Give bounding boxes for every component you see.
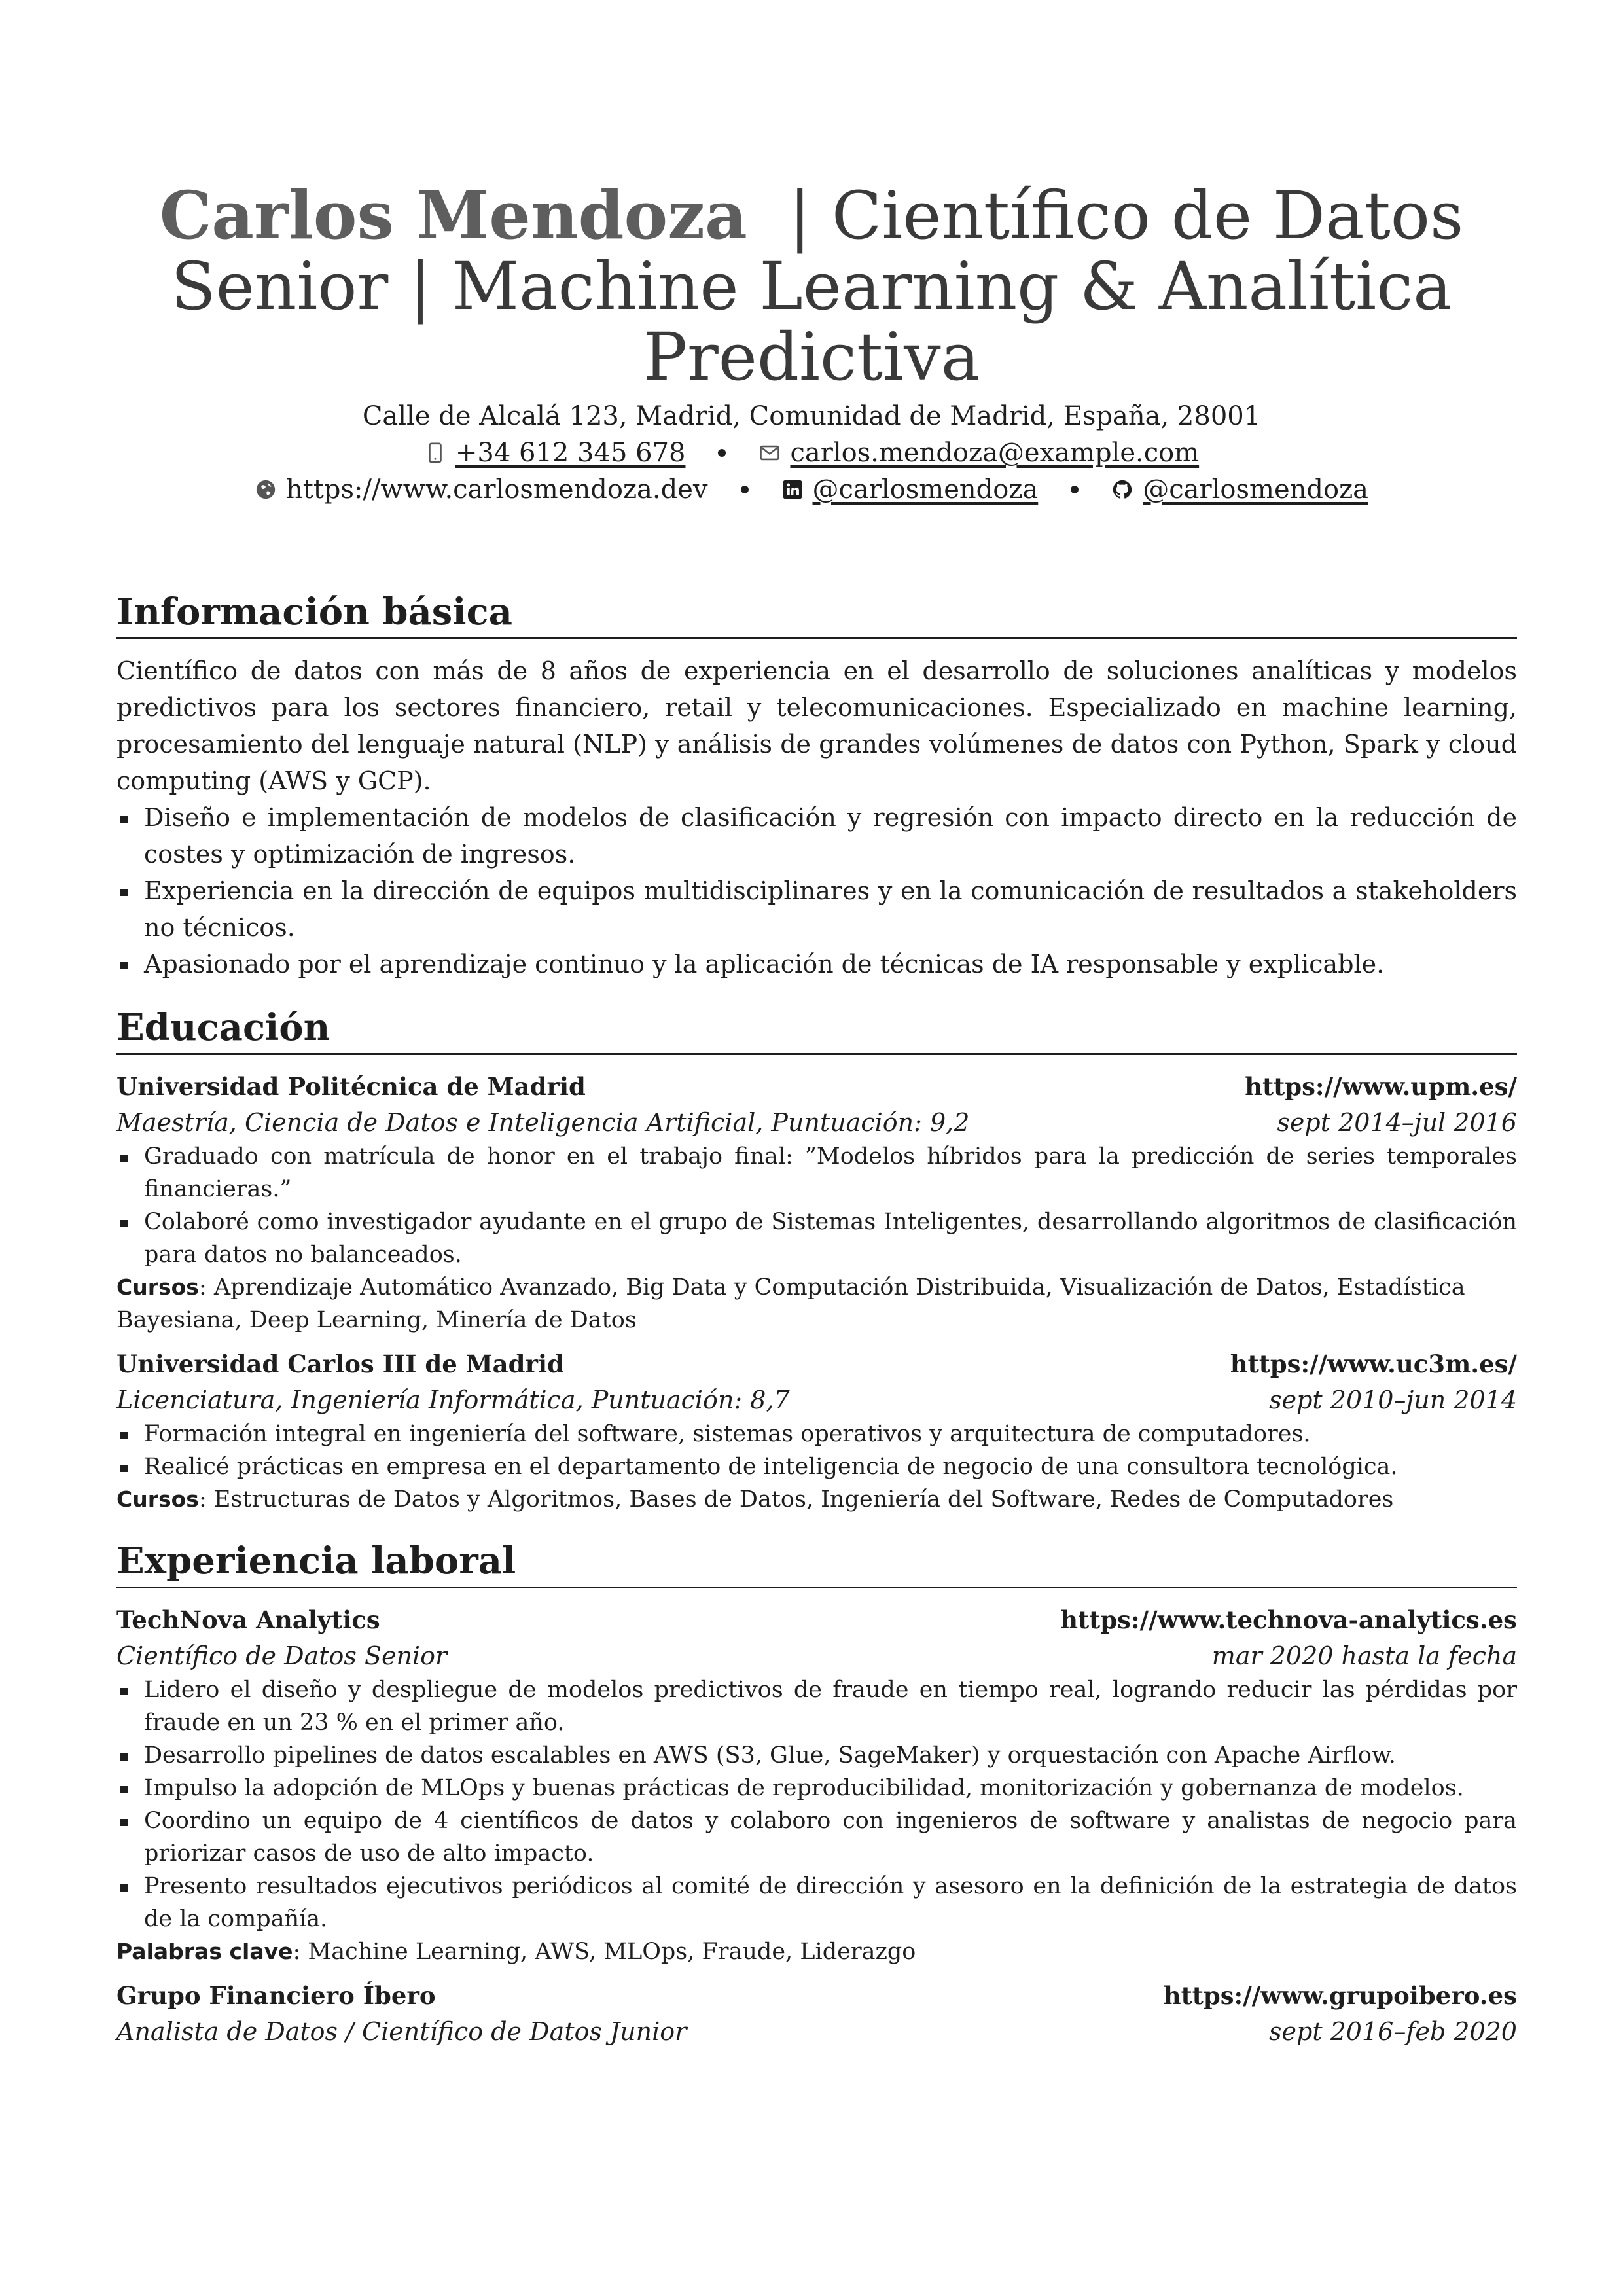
experience-bullets: [116, 1674, 1517, 1935]
institution-name: Universidad Politécnica de Madrid: [116, 1072, 586, 1101]
date-range: mar 2020 hasta la fecha: [1211, 1641, 1517, 1670]
list-item: Apasionado por el aprendizaje continuo y la aplicación de técnicas de IA responsable y explicable.: [116, 946, 1517, 982]
institution-url[interactable]: https://www.uc3m.es/: [1230, 1350, 1517, 1378]
github-contact[interactable]: [1111, 471, 1368, 508]
education-entry: [116, 1068, 1517, 1336]
list-item: Colaboré como investigador ayudante en el grupo de Sistemas Inteligentes, desarrollando algoritmos de clasificación para datos no balanceados.: [116, 1206, 1517, 1271]
full-name: Carlos Mendoza: [159, 177, 747, 254]
mobile-phone-icon: [424, 442, 446, 464]
list-item: Graduado con matrícula de honor en el trabajo final: ”Modelos híbridos para la predicción de series temporales financieras.”: [116, 1140, 1517, 1206]
degree: Maestría, Ciencia de Datos e Inteligencia Artificial, Puntuación: 9,2: [116, 1108, 970, 1137]
keywords-label: Palabras clave: [116, 1939, 293, 1964]
section-heading: Información básica: [116, 589, 1517, 639]
linkedin-icon: [781, 478, 804, 501]
courses-line: [116, 1483, 1517, 1516]
list-item: Presento resultados ejecutivos periódicos al comité de dirección y asesoro en la definición de la estrategia de datos de la compañía.: [116, 1870, 1517, 1935]
keywords-list: : Machine Learning, AWS, MLOps, Fraude, Liderazgo: [293, 1939, 916, 1965]
phone-contact[interactable]: [424, 435, 686, 471]
resume-header: [118, 177, 1505, 508]
list-item: Impulso la adopción de MLOps y buenas prácticas de reproducibilidad, monitorización y gobernanza de modelos.: [116, 1772, 1517, 1804]
courses-label: Cursos: [116, 1486, 199, 1512]
envelope-icon: [758, 442, 781, 464]
list-item: Realicé prácticas en empresa en el departamento de inteligencia de negocio de una consultora tecnológica.: [116, 1450, 1517, 1483]
courses-list: : Estructuras de Datos y Algoritmos, Bases de Datos, Ingeniería del Software, Redes de Computadores: [198, 1486, 1394, 1513]
linkedin-contact[interactable]: [781, 471, 1039, 508]
list-item: Formación integral en ingeniería del software, sistemas operativos y arquitectura de computadores.: [116, 1418, 1517, 1450]
date-range: sept 2010–jun 2014: [1269, 1386, 1517, 1414]
section-heading: Educación: [116, 1005, 1517, 1055]
institution-url[interactable]: https://www.upm.es/: [1245, 1072, 1517, 1101]
experience-entry: [116, 1977, 1517, 2049]
institution-name: Universidad Carlos III de Madrid: [116, 1350, 564, 1378]
website-contact[interactable]: [255, 471, 708, 508]
summary-bullets: [116, 799, 1517, 982]
date-range: sept 2014–jul 2016: [1277, 1108, 1517, 1137]
education-entry: [116, 1346, 1517, 1516]
contact-line-1: [118, 435, 1505, 471]
education-section: [116, 1005, 1517, 1516]
date-range: sept 2016–feb 2020: [1268, 2017, 1517, 2046]
globe-icon: [255, 478, 277, 501]
summary-paragraph: Científico de datos con más de 8 años de experiencia en el desarrollo de soluciones analíticas y modelos predictivos para los sectores financiero, retail y telecomunicaciones. Especializado en machine learning, procesamiento del lenguaje natural (NLP) y análisis de grandes volúmenes de datos con Python, Spark y cloud computing (AWS y GCP).: [116, 656, 1517, 795]
degree: Licenciatura, Ingeniería Informática, Puntuación: 8,7: [116, 1386, 790, 1414]
website-link[interactable]: https://www.carlosmendoza.dev: [286, 475, 708, 505]
list-item: Lidero el diseño y despliegue de modelos predictivos de fraude en tiempo real, logrando reducir las pérdidas por fraude en un 23 % en el primer año.: [116, 1674, 1517, 1739]
section-heading: Experiencia laboral: [116, 1538, 1517, 1588]
name-title: [118, 177, 1505, 395]
keywords-line: [116, 1935, 1517, 1968]
address: Calle de Alcalá 123, Madrid, Comunidad de Madrid, España, 28001: [362, 401, 1261, 431]
courses-list: : Aprendizaje Automático Avanzado, Big Data y Computación Distribuida, Visualización de Datos, Estadística Bayesiana, Deep Learning, Minería de Datos: [116, 1274, 1465, 1333]
experience-section: [116, 1538, 1517, 2049]
github-link[interactable]: @carlosmendoza: [1143, 475, 1368, 505]
list-item: Experiencia en la dirección de equipos multidisciplinares y en la comunicación de resultados a stakeholders no técnicos.: [116, 872, 1517, 946]
email-link[interactable]: carlos.mendoza@example.com: [790, 438, 1200, 468]
separator-dot: [741, 486, 749, 493]
experience-entry: [116, 1602, 1517, 1968]
education-bullets: [116, 1140, 1517, 1271]
resume-body: [116, 589, 1517, 2072]
github-icon: [1111, 478, 1133, 501]
headline: | Científico de Datos Senior | Machine Learning & Analítica Predictiva: [171, 177, 1464, 395]
job-title: Analista de Datos / Científico de Datos Junior: [116, 2017, 687, 2046]
linkedin-link[interactable]: @carlosmendoza: [812, 475, 1039, 505]
separator-dot: [718, 449, 726, 457]
courses-line: [116, 1271, 1517, 1336]
company-url[interactable]: https://www.technova-analytics.es: [1060, 1605, 1517, 1634]
list-item: Desarrollo pipelines de datos escalables en AWS (S3, Glue, SageMaker) y orquestación con Apache Airflow.: [116, 1739, 1517, 1772]
list-item: Diseño e implementación de modelos de clasificación y regresión con impacto directo en la reducción de costes y optimización de ingresos.: [116, 799, 1517, 872]
separator-dot: [1071, 486, 1079, 493]
education-bullets: [116, 1418, 1517, 1483]
company-url[interactable]: https://www.grupoibero.es: [1163, 1981, 1517, 2010]
courses-label: Cursos: [116, 1274, 199, 1300]
list-item: Coordino un equipo de 4 científicos de datos y colaboro con ingenieros de software y analistas de negocio para priorizar casos de uso de alto impacto.: [116, 1804, 1517, 1870]
phone-link[interactable]: +34 612 345 678: [455, 438, 686, 468]
company-name: TechNova Analytics: [116, 1605, 380, 1634]
job-title: Científico de Datos Senior: [116, 1641, 448, 1670]
company-name: Grupo Financiero Íbero: [116, 1981, 436, 2010]
summary-section: [116, 589, 1517, 982]
email-contact[interactable]: [758, 435, 1199, 471]
contact-line-2: [118, 471, 1505, 508]
